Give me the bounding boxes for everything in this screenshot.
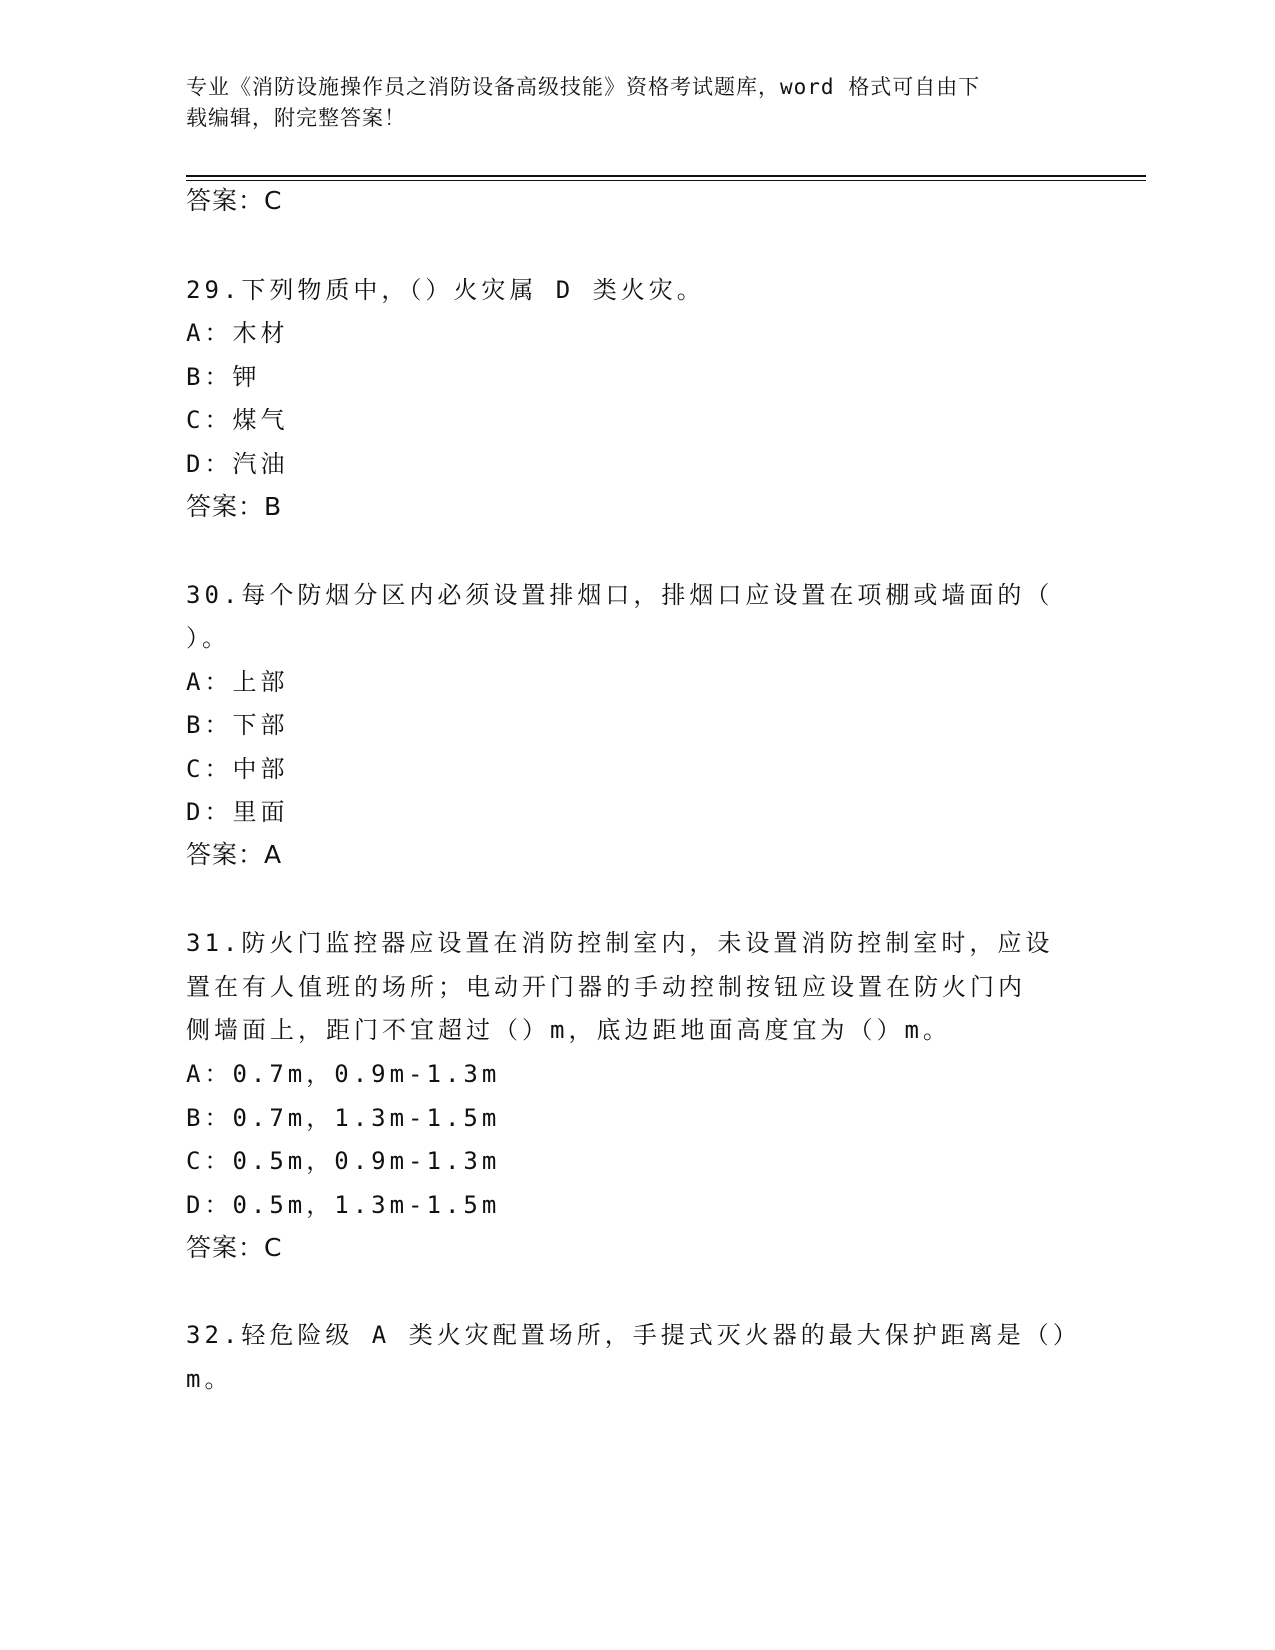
question-29-option-b: B：钾: [186, 363, 261, 391]
question-31-option-b: B：0.7m，1.3m-1.5m: [186, 1104, 501, 1132]
question-29-option-d: D：汽油: [186, 450, 289, 478]
question-30-stem-line-2: ）。: [186, 624, 230, 652]
question-32-stem-line-1: 32.轻危险级 A 类火灾配置场所，手提式灭火器的最大保护距离是（）: [186, 1321, 1081, 1349]
question-29-option-a: A：木材: [186, 319, 289, 347]
question-30-option-c: C：中部: [186, 755, 289, 783]
question-31-option-d: D：0.5m，1.3m-1.5m: [186, 1191, 501, 1219]
question-30-option-d: D：里面: [186, 798, 289, 826]
header-line-1: 专业《消防设施操作员之消防设备高级技能》资格考试题库，word 格式可自由下: [186, 75, 981, 99]
document-header: [186, 72, 1066, 134]
question-29-answer: 答案：B: [186, 492, 283, 521]
question-31-answer: 答案：C: [186, 1233, 283, 1262]
question-31-stem-line-3: 侧墙面上，距门不宜超过（）m，底边距地面高度宜为（）m。: [186, 1016, 951, 1044]
question-29-option-c: C：煤气: [186, 406, 289, 434]
question-30-option-b: B：下部: [186, 711, 289, 739]
header-rule-thin: [186, 180, 1146, 181]
question-30-answer: 答案：A: [186, 840, 283, 869]
question-31-option-a: A：0.7m，0.9m-1.3m: [186, 1060, 501, 1088]
previous-answer: 答案：C: [186, 186, 283, 215]
question-31-stem-line-1: 31.防火门监控器应设置在消防控制室内，未设置消防控制室时，应设: [186, 929, 1054, 957]
question-32-stem-line-2: m。: [186, 1365, 233, 1393]
header-rule-thick: [186, 175, 1146, 177]
question-31-stem-line-2: 置在有人值班的场所；电动开门器的手动控制按钮应设置在防火门内: [186, 973, 1026, 1001]
question-31-option-c: C：0.5m，0.9m-1.3m: [186, 1147, 501, 1175]
header-line-2: 载编辑，附完整答案！: [186, 106, 406, 130]
question-30-stem-line-1: 30.每个防烟分区内必须设置排烟口，排烟口应设置在项棚或墙面的（: [186, 581, 1054, 609]
question-30-option-a: A：上部: [186, 668, 289, 696]
question-29-stem: 29.下列物质中，（）火灾属 D 类火灾。: [186, 276, 705, 304]
